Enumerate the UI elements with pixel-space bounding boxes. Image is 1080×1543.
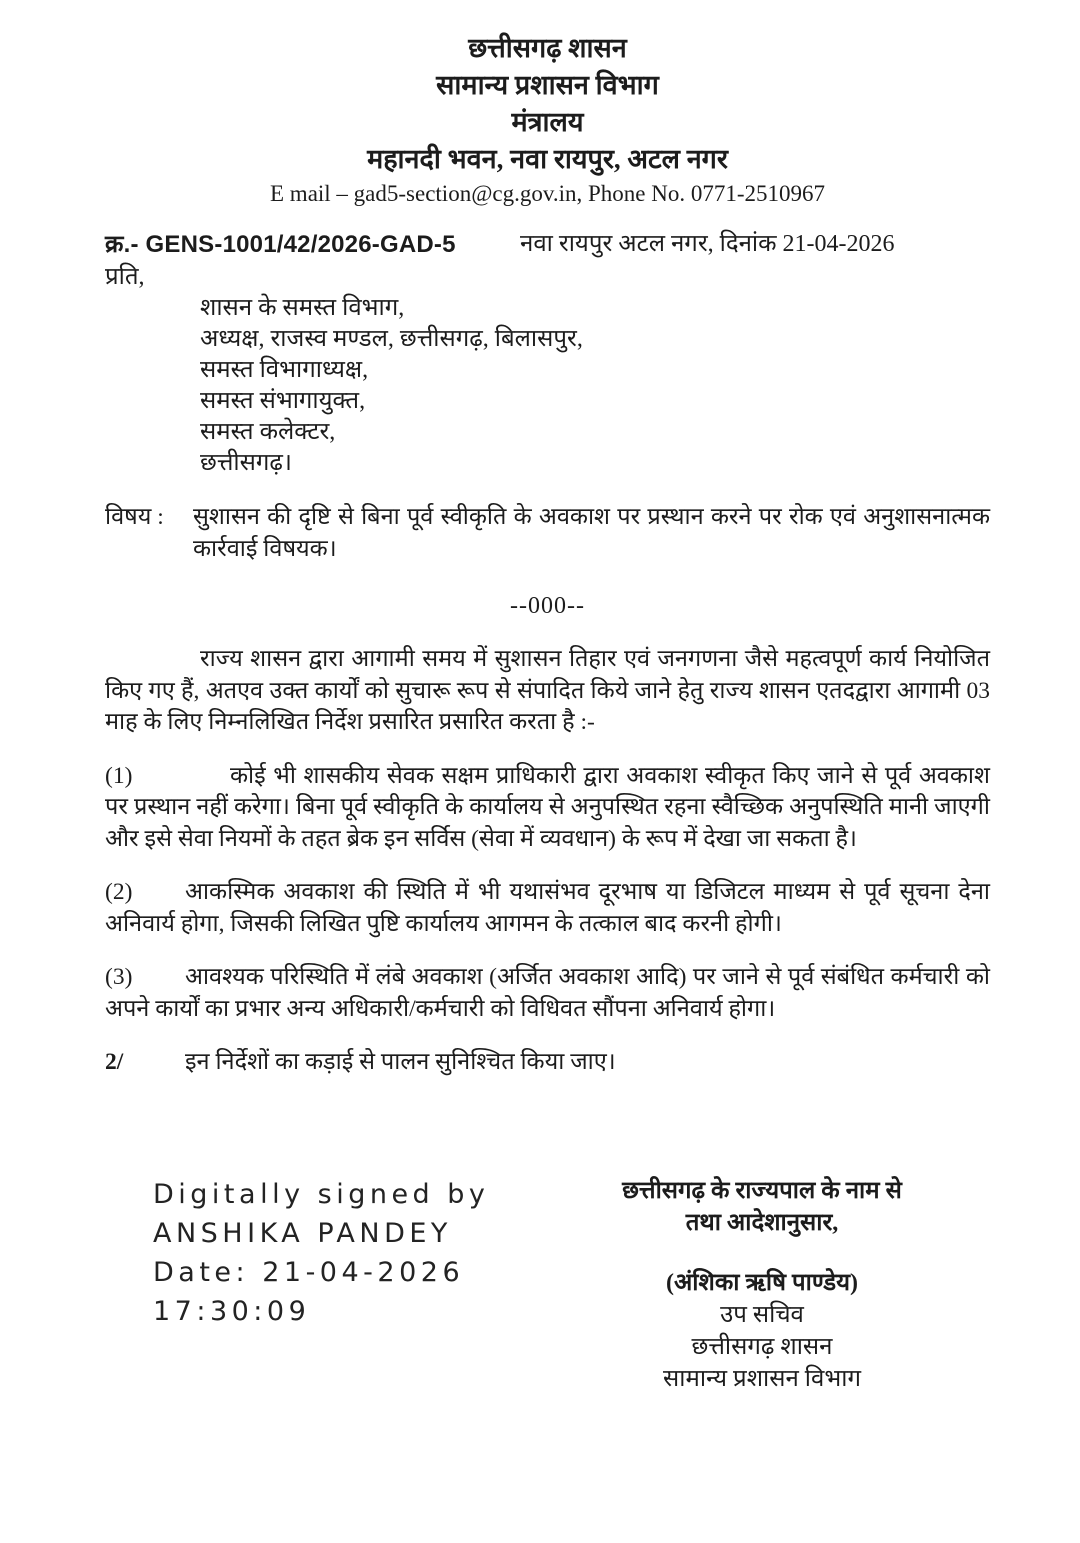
letterhead (105, 30, 990, 210)
signatory-designation: उप सचिव (720, 1301, 804, 1328)
recipient-line: समस्त कलेक्टर, (200, 419, 336, 445)
point-number: (1) (105, 762, 133, 789)
directive-text: इन निर्देशों का कड़ाई से पालन सुनिश्चित किया जाए। (185, 1049, 616, 1075)
recipient-line: समस्त विभागाध्यक्ष, (200, 357, 369, 383)
letterhead-office-name: मंत्रालय (511, 107, 584, 137)
letterhead-address: महानदी भवन, नवा रायपुर, अटल नगर (367, 144, 728, 174)
digital-signature-line: ANSHIKA PANDEY (153, 1217, 452, 1249)
letterhead-department-name: सामान्य प्रशासन विभाग (436, 70, 659, 100)
authority-line: तथा आदेशानुसार, (685, 1209, 839, 1236)
signature-area (105, 1175, 990, 1395)
reference-row (105, 228, 990, 261)
point-paragraph-1 (105, 761, 990, 856)
point-paragraph-2 (105, 877, 990, 940)
salutation: प्रति, (105, 264, 145, 290)
place-and-date: नवा रायपुर अटल नगर, दिनांक 21-04-2026 (520, 231, 895, 257)
point-text: आवश्यक परिस्थिति में लंबे अवकाश (अर्जित अवकाश आदि) पर जाने से पूर्व संबंधित कर्मचारी को अपने कार्यों का प्रभार अन्य अधिकारी/कर्मचारी को विधिवत सौंपना अनिवार्य होगा। (105, 964, 990, 1022)
reference-number: क्र.- GENS-1001/42/2026-GAD-5 (105, 231, 456, 258)
digital-signature-line: 17:30:09 (153, 1295, 311, 1327)
directive-paragraph (105, 1047, 990, 1079)
recipient-list (200, 293, 990, 479)
point-number: (2) (105, 879, 133, 905)
signatory-org-line: छत्तीसगढ़ शासन (691, 1333, 833, 1360)
recipient-line: छत्तीसगढ़। (200, 450, 292, 476)
subject-text: सुशासन की दृष्टि से बिना पूर्व स्वीकृति के अवकाश पर प्रस्थान करने पर रोक एवं अनुशासनात्मक कार्रवाई विषयक। (193, 504, 990, 562)
point-text: कोई भी शासकीय सेवक सक्षम प्राधिकारी द्वारा अवकाश स्वीकृत किए जाने से पूर्व अवकाश पर प्रस्थान नहीं करेगा। बिना पूर्व स्वीकृति के कार्यालय से अनुपस्थित रहना स्वैच्छिक अनुपस्थिति मानी जाएगी और इसे सेवा नियमों के तहत ब्रेक इन सर्विस (सेवा में व्यवधान) के रूप में देखा जा सकता है। (105, 762, 990, 852)
directive-number: 2/ (105, 1049, 124, 1075)
subject-label: विषय : (105, 504, 164, 530)
signatory-org-line: सामान्य प्रशासन विभाग (663, 1365, 861, 1392)
letterhead-government-name: छत्तीसगढ़ शासन (468, 33, 627, 63)
digital-signature-stamp (153, 1175, 489, 1395)
recipient-line: अध्यक्ष, राजस्व मण्डल, छत्तीसगढ़, बिलासपुर, (200, 326, 583, 352)
recipient-line: समस्त संभागायुक्त, (200, 388, 366, 414)
point-text: आकस्मिक अवकाश की स्थिति में भी यथासंभव दूरभाष या डिजिटल माध्यम से पूर्व सूचना देना अनिवार्य होगा, जिसकी लिखित पुष्टि कार्यालय आगमन के तत्काल बाद करनी होगी। (105, 879, 990, 937)
recipient-line: शासन के समस्त विभाग, (200, 295, 405, 321)
section-separator: --000-- (510, 593, 585, 619)
intro-paragraph: राज्य शासन द्वारा आगामी समय में सुशासन तिहार एवं जनगणना जैसे महत्वपूर्ण कार्य नियोजित किए गए हैं, अतएव उक्त कार्यों को सुचारू रूप से संपादित किये जाने हेतु राज्य शासन एतदद्वारा आगामी 03 माह के लिए निम्नलिखित निर्देश प्रसारित प्रसारित करता है :- (105, 646, 990, 735)
signoff-block (562, 1175, 962, 1395)
digital-signature-line: Date: 21-04-2026 (153, 1256, 465, 1288)
authority-line: छत्तीसगढ़ के राज्यपाल के नाम से (622, 1177, 902, 1204)
digital-signature-line: Digitally signed by (153, 1178, 490, 1210)
point-paragraph-3 (105, 962, 990, 1025)
letterhead-contact-info: E mail – gad5-section@cg.gov.in, Phone No. 0771-2510967 (270, 181, 825, 206)
subject-row (105, 501, 990, 565)
signatory-name: (अंशिका ऋषि पाण्डेय) (665, 1269, 859, 1296)
point-number: (3) (105, 964, 133, 990)
